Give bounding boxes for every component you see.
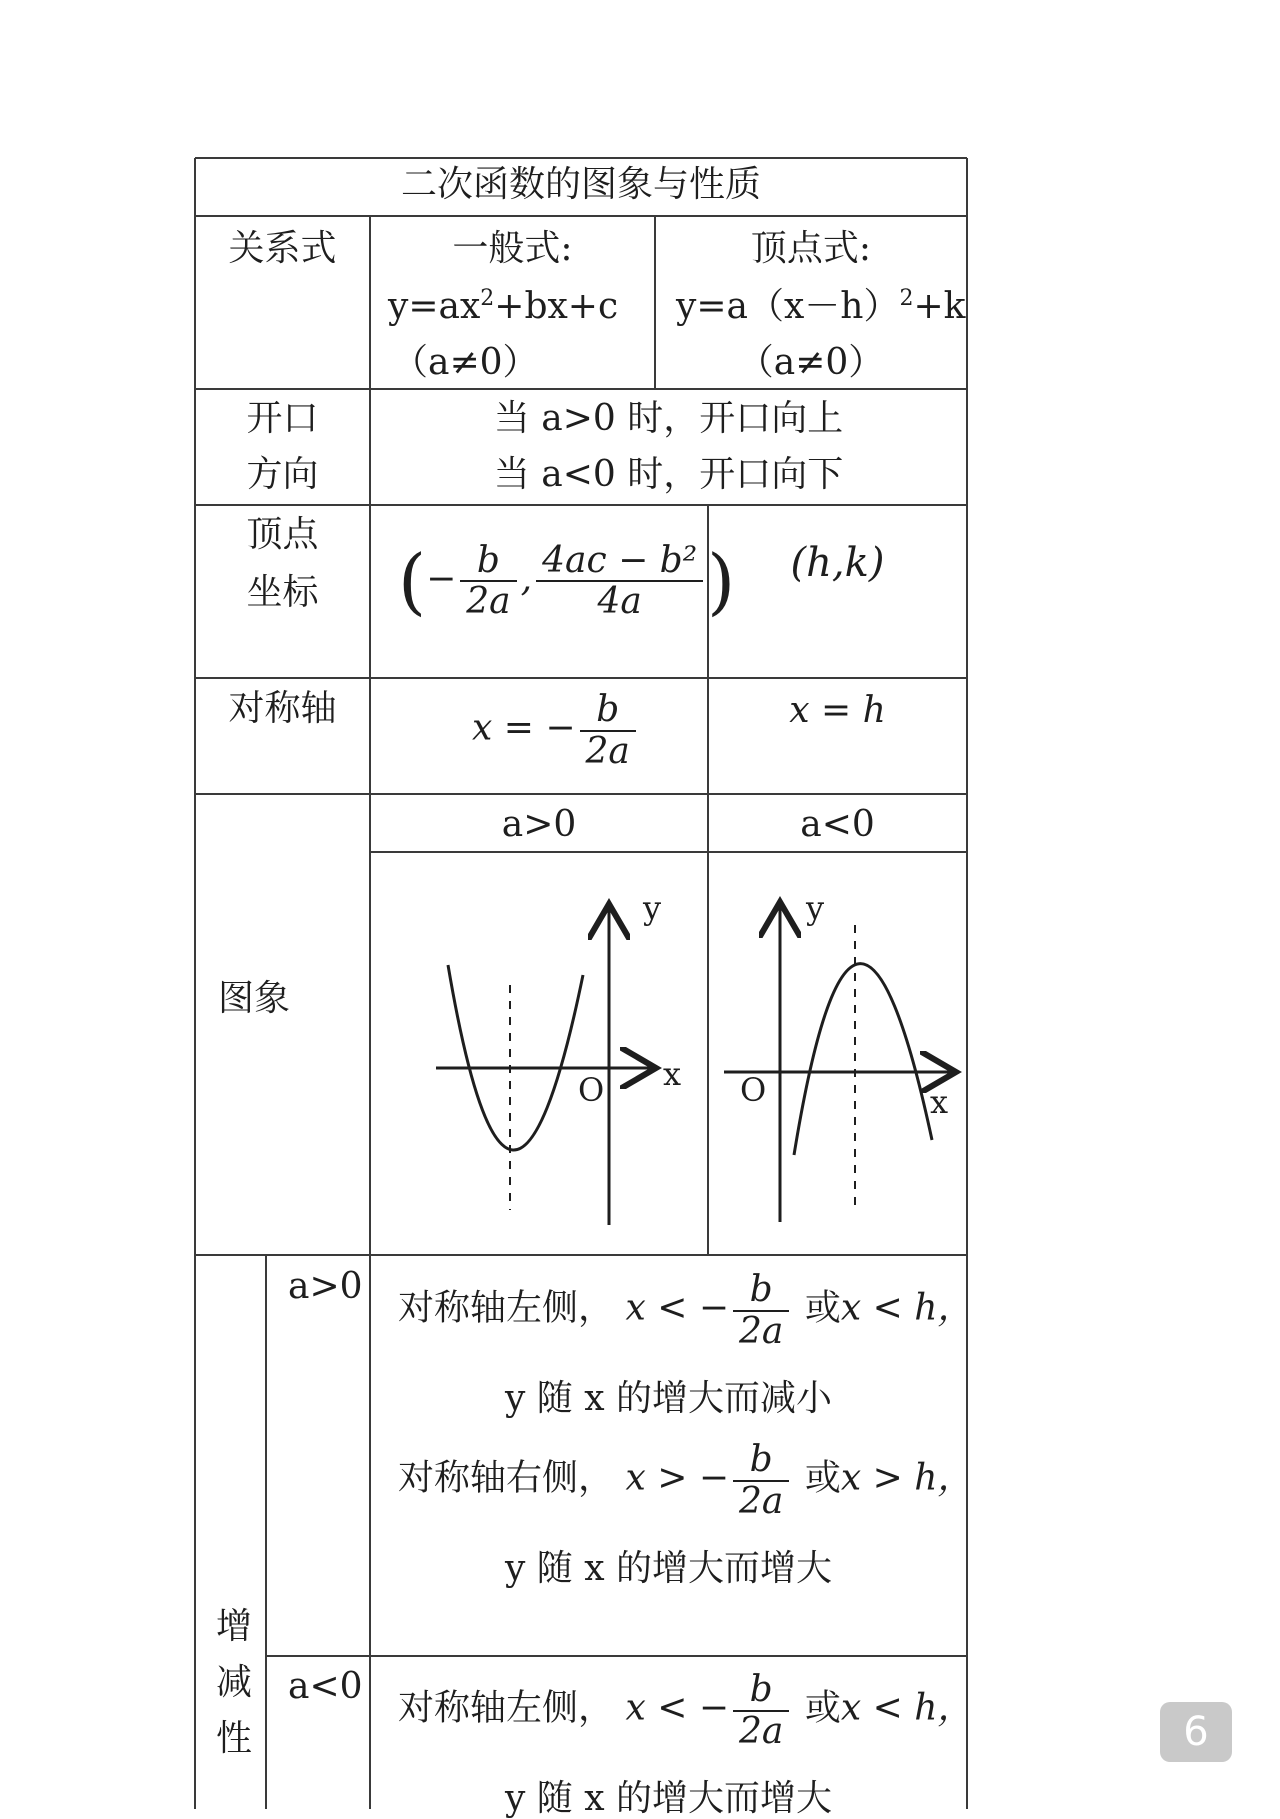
general-formula-exponent: 2 <box>480 286 495 311</box>
graph-downward-parabola <box>724 908 950 1222</box>
or-text: 或 <box>804 1287 841 1329</box>
left-paren: ( <box>398 539 427 623</box>
opening-label-2: 方向 <box>246 454 319 495</box>
vertex-formula-base: y=a（x－h） <box>676 286 900 327</box>
fraction-denominator: 2a <box>585 730 630 772</box>
neg-y-label: y <box>806 889 825 927</box>
upward-parabola-curve <box>448 965 583 1150</box>
table-title: 二次函数的图象与性质 <box>400 164 761 205</box>
right-side-text: 对称轴右侧， <box>398 1457 615 1499</box>
monotonic-label-3: 性 <box>216 1718 253 1759</box>
pos-x-label: x <box>663 1055 682 1093</box>
pos-origin-label: O <box>578 1071 605 1109</box>
vertex-coord-hk: (h,k) <box>790 540 885 586</box>
left-side-text: 对称轴左侧， <box>398 1687 615 1729</box>
fraction-numerator: b <box>733 1670 789 1712</box>
opening-label-1: 开口 <box>246 398 319 439</box>
fraction-b-over-2a <box>733 1670 789 1751</box>
monotonic-label-2: 减 <box>216 1662 253 1703</box>
comparison-text: x < − <box>625 1687 729 1729</box>
comparison-text: x > − <box>625 1457 729 1499</box>
downward-parabola-curve <box>794 964 932 1155</box>
vertex-formula-tail: +k <box>913 286 966 327</box>
graph-header-positive: a>0 <box>501 804 577 845</box>
fraction-denominator: 2a <box>739 1310 784 1352</box>
fraction-numerator: b <box>460 541 516 583</box>
general-formula-tail: +bx+c <box>494 286 619 327</box>
fraction-numerator: b <box>733 1440 789 1482</box>
alt-comparison-text: x > h， <box>840 1457 974 1499</box>
neg-left-condition <box>398 1670 973 1751</box>
fraction-numerator: b <box>580 690 636 732</box>
graph-header-negative: a<0 <box>800 804 875 845</box>
vertex-axis-formula: x = h <box>789 690 886 731</box>
left-side-text: 对称轴左侧， <box>398 1287 615 1329</box>
right-paren: ) <box>707 539 736 623</box>
vertex-coord-label-2: 坐标 <box>246 572 319 613</box>
opening-up-text: 当 a>0 时，开口向上 <box>493 398 844 439</box>
pos-y-label: y <box>643 889 662 927</box>
fraction-denominator: 4a <box>597 581 642 623</box>
monotonic-pos-cond: a>0 <box>288 1266 363 1307</box>
fraction-b-over-2a <box>733 1270 789 1351</box>
fraction-b-over-2a <box>733 1440 789 1521</box>
comma: , <box>520 558 533 600</box>
relation-label: 关系式 <box>228 228 337 269</box>
or-text: 或 <box>804 1457 841 1499</box>
monotonic-neg-cond: a<0 <box>288 1666 363 1707</box>
vertex-form-heading: 顶点式: <box>750 228 872 269</box>
neg-origin-label: O <box>740 1071 767 1109</box>
alt-comparison-text: x < h， <box>840 1287 974 1329</box>
fraction-denominator: 2a <box>466 581 511 623</box>
graph-upward-parabola <box>436 910 650 1225</box>
vertex-formula-exponent: 2 <box>899 286 914 311</box>
neg-x-label: x <box>930 1083 949 1121</box>
vertex-coord-label-1: 顶点 <box>246 514 319 555</box>
comparison-text: x < − <box>625 1287 729 1329</box>
page-number-badge[interactable]: 6 <box>1160 1702 1232 1762</box>
axis-lhs: x = − <box>472 707 576 749</box>
general-form-condition: （a≠0） <box>392 342 539 383</box>
opening-down-text: 当 a<0 时，开口向下 <box>493 454 844 495</box>
general-form-heading: 一般式: <box>452 228 573 269</box>
pos-left-result: y 随 x 的增大而减小 <box>505 1378 832 1419</box>
alt-comparison-text: x < h， <box>840 1687 974 1729</box>
monotonic-label-1: 增 <box>216 1606 253 1647</box>
graph-label: 图象 <box>218 978 291 1019</box>
fraction-denominator: 2a <box>739 1710 784 1752</box>
neg-sign: − <box>426 558 457 600</box>
pos-right-condition <box>398 1440 973 1521</box>
vertex-form-condition: （a≠0） <box>737 342 885 383</box>
axis-label: 对称轴 <box>228 688 337 729</box>
or-text: 或 <box>804 1687 841 1729</box>
neg-left-result: y 随 x 的增大而增大 <box>505 1778 832 1819</box>
fraction-numerator: 4ac − b² <box>536 541 703 583</box>
pos-left-condition <box>398 1270 973 1351</box>
fraction-numerator: b <box>733 1270 789 1312</box>
fraction-denominator: 2a <box>739 1480 784 1522</box>
general-formula-base: y=ax <box>388 286 481 327</box>
pos-right-result: y 随 x 的增大而增大 <box>505 1548 832 1589</box>
